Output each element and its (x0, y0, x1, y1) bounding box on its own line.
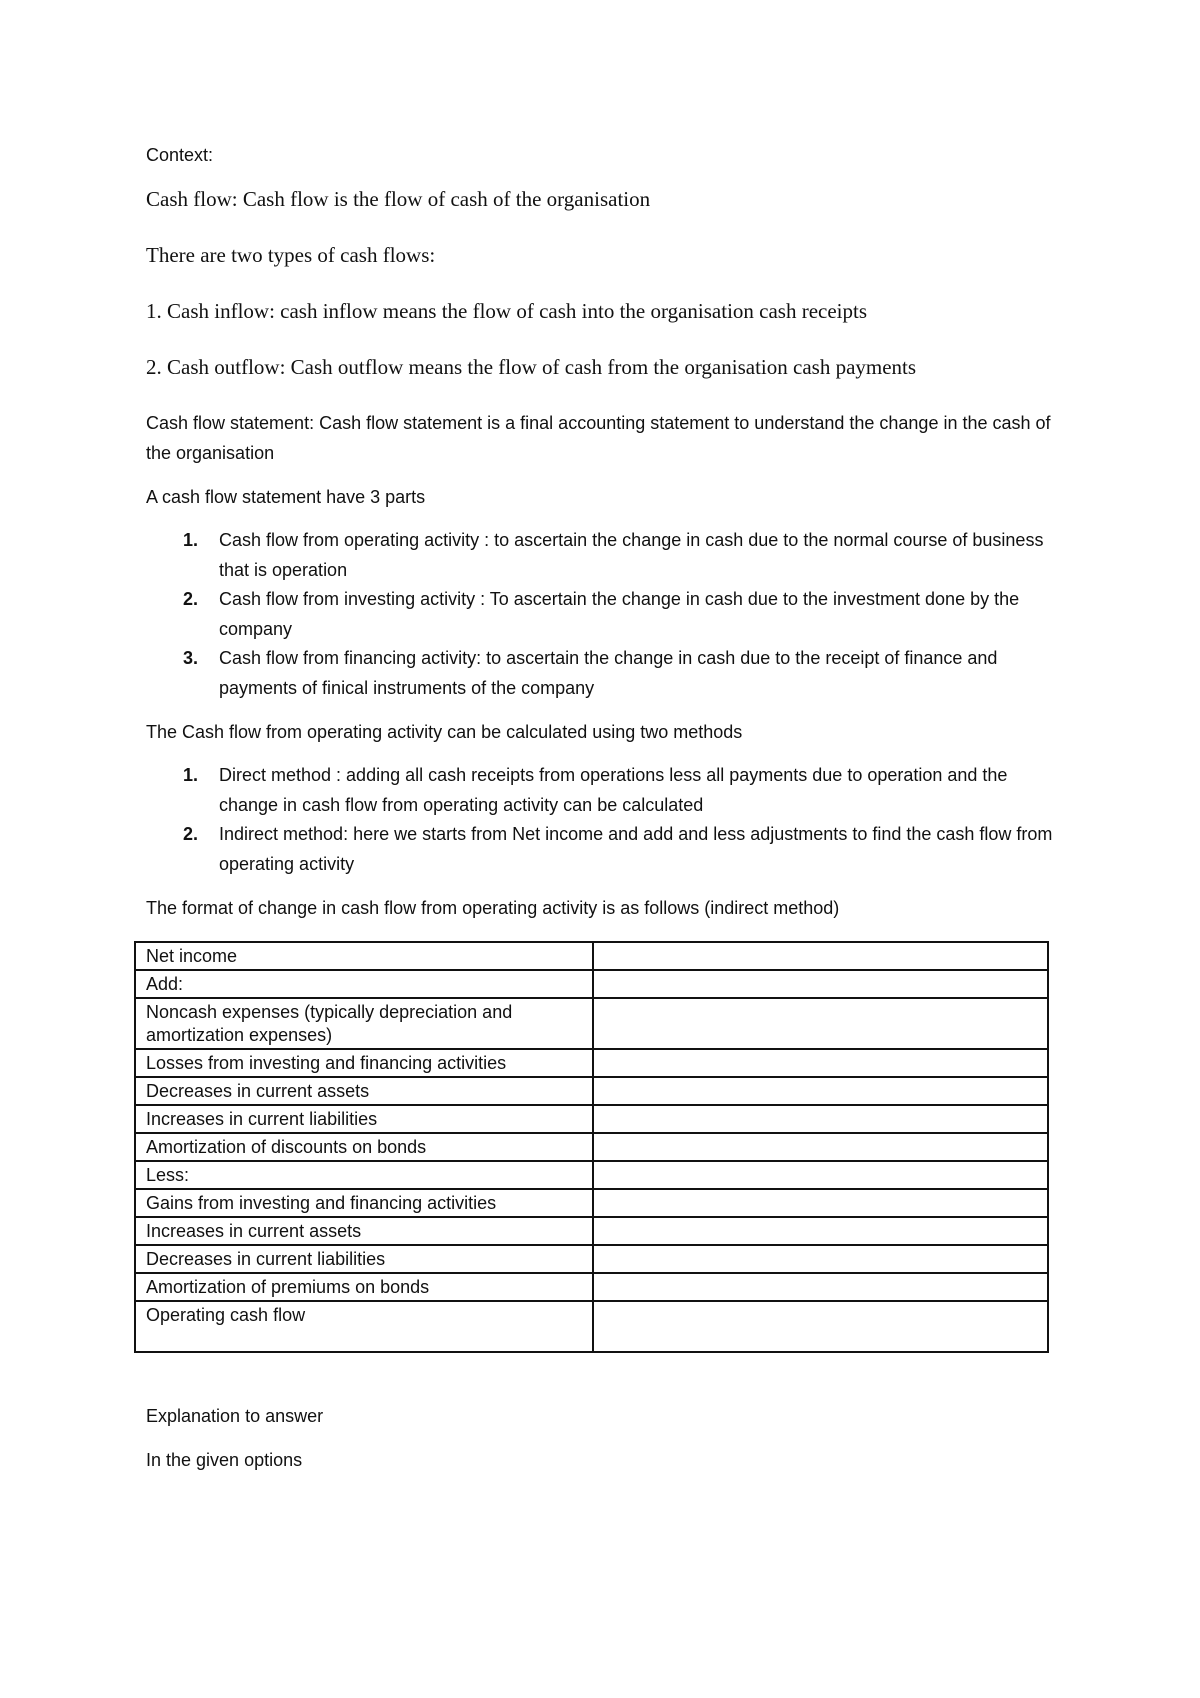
list-item-text: Direct method : adding all cash receipts from operations less all payments due to operation and the change in cash flow from operating activity can be calculated (219, 765, 1008, 815)
methods-list (146, 761, 1066, 879)
table-row (135, 970, 1048, 998)
format-intro: The format of change in cash flow from operating activity is as follows (indirect method) (146, 898, 840, 918)
table-cell-value (593, 1189, 1048, 1217)
table-cell-value (593, 1245, 1048, 1273)
list-item-text: Cash flow from operating activity : to ascertain the change in cash due to the normal course of business that is operation (219, 530, 1044, 580)
list-item (146, 820, 1066, 879)
explanation-heading: Explanation to answer (146, 1406, 324, 1426)
table-cell-label: Gains from investing and financing activities (135, 1189, 593, 1217)
cash-flow-definition: Cash flow: Cash flow is the flow of cash of the organisation (146, 187, 651, 211)
table-row (135, 998, 1048, 1049)
table-cell-label: Losses from investing and financing activities (135, 1049, 593, 1077)
table-cell-value (593, 1105, 1048, 1133)
table-cell-label: Decreases in current liabilities (135, 1245, 593, 1273)
list-item-text: Indirect method: here we starts from Net income and add and less adjustments to find the cash flow from operating activity (219, 824, 1053, 874)
table-row (135, 1049, 1048, 1077)
table-cell-value (593, 1301, 1048, 1352)
cash-flow-statement-term: Cash flow statement: (146, 413, 315, 433)
context-heading: Context: (146, 145, 214, 165)
table-cell-label: Decreases in current assets (135, 1077, 593, 1105)
table-cell-value (593, 998, 1048, 1049)
table-cell-label: Amortization of premiums on bonds (135, 1273, 593, 1301)
table-row (135, 1105, 1048, 1133)
table-row (135, 942, 1048, 970)
table-row (135, 1217, 1048, 1245)
table-row (135, 1077, 1048, 1105)
parts-intro: A cash flow statement have 3 parts (146, 487, 426, 507)
table-row-total (135, 1301, 1048, 1352)
explanation-text: In the given options (146, 1450, 303, 1470)
table-cell-label: Operating cash flow (135, 1301, 593, 1352)
table-cell-label: Increases in current liabilities (135, 1105, 593, 1133)
table-cell-label: Amortization of discounts on bonds (135, 1133, 593, 1161)
cash-flow-statement-text: Cash flow statement is a final accounting statement to understand the change in the cash of the organisation (146, 413, 1051, 463)
list-number: 1. (183, 765, 199, 785)
table-cell-value (593, 1133, 1048, 1161)
table-cell-label: Noncash expenses (typically depreciation and amortization expenses) (135, 998, 593, 1049)
cash-flow-types-intro: There are two types of cash flows: (146, 243, 436, 267)
table-cell-value (593, 1077, 1048, 1105)
cash-outflow-definition: 2. Cash outflow: Cash outflow means the flow of cash from the organisation cash payments (146, 355, 917, 379)
table-cell-value (593, 1217, 1048, 1245)
document-page (146, 140, 1066, 1475)
operating-cash-flow-table (134, 941, 1049, 1353)
list-item (146, 761, 1066, 820)
table-cell-value (593, 970, 1048, 998)
table-cell-value (593, 1273, 1048, 1301)
table-row (135, 1245, 1048, 1273)
list-item (146, 526, 1066, 585)
table-row (135, 1161, 1048, 1189)
methods-intro: The Cash flow from operating activity can be calculated using two methods (146, 722, 743, 742)
list-number: 3. (183, 648, 199, 668)
table-row (135, 1189, 1048, 1217)
list-item (146, 585, 1066, 644)
list-item (146, 644, 1066, 703)
table-cell-value (593, 942, 1048, 970)
cash-flow-statement-definition (146, 408, 1066, 468)
table-row (135, 1133, 1048, 1161)
table-cell-value (593, 1161, 1048, 1189)
parts-list (146, 526, 1066, 703)
table-cell-label: Net income (135, 942, 593, 970)
table-cell-label: Increases in current assets (135, 1217, 593, 1245)
table-row (135, 1273, 1048, 1301)
list-number: 2. (183, 589, 199, 609)
cash-inflow-definition: 1. Cash inflow: cash inflow means the flow of cash into the organisation cash receipts (146, 299, 868, 323)
list-item-text: Cash flow from financing activity: to ascertain the change in cash due to the receipt of finance and payments of finical instruments of the company (219, 648, 998, 698)
list-item-text: Cash flow from investing activity : To ascertain the change in cash due to the investment done by the company (219, 589, 1020, 639)
table-cell-label: Less: (135, 1161, 593, 1189)
list-number: 1. (183, 530, 199, 550)
table-cell-label: Add: (135, 970, 593, 998)
table-cell-value (593, 1049, 1048, 1077)
list-number: 2. (183, 824, 199, 844)
